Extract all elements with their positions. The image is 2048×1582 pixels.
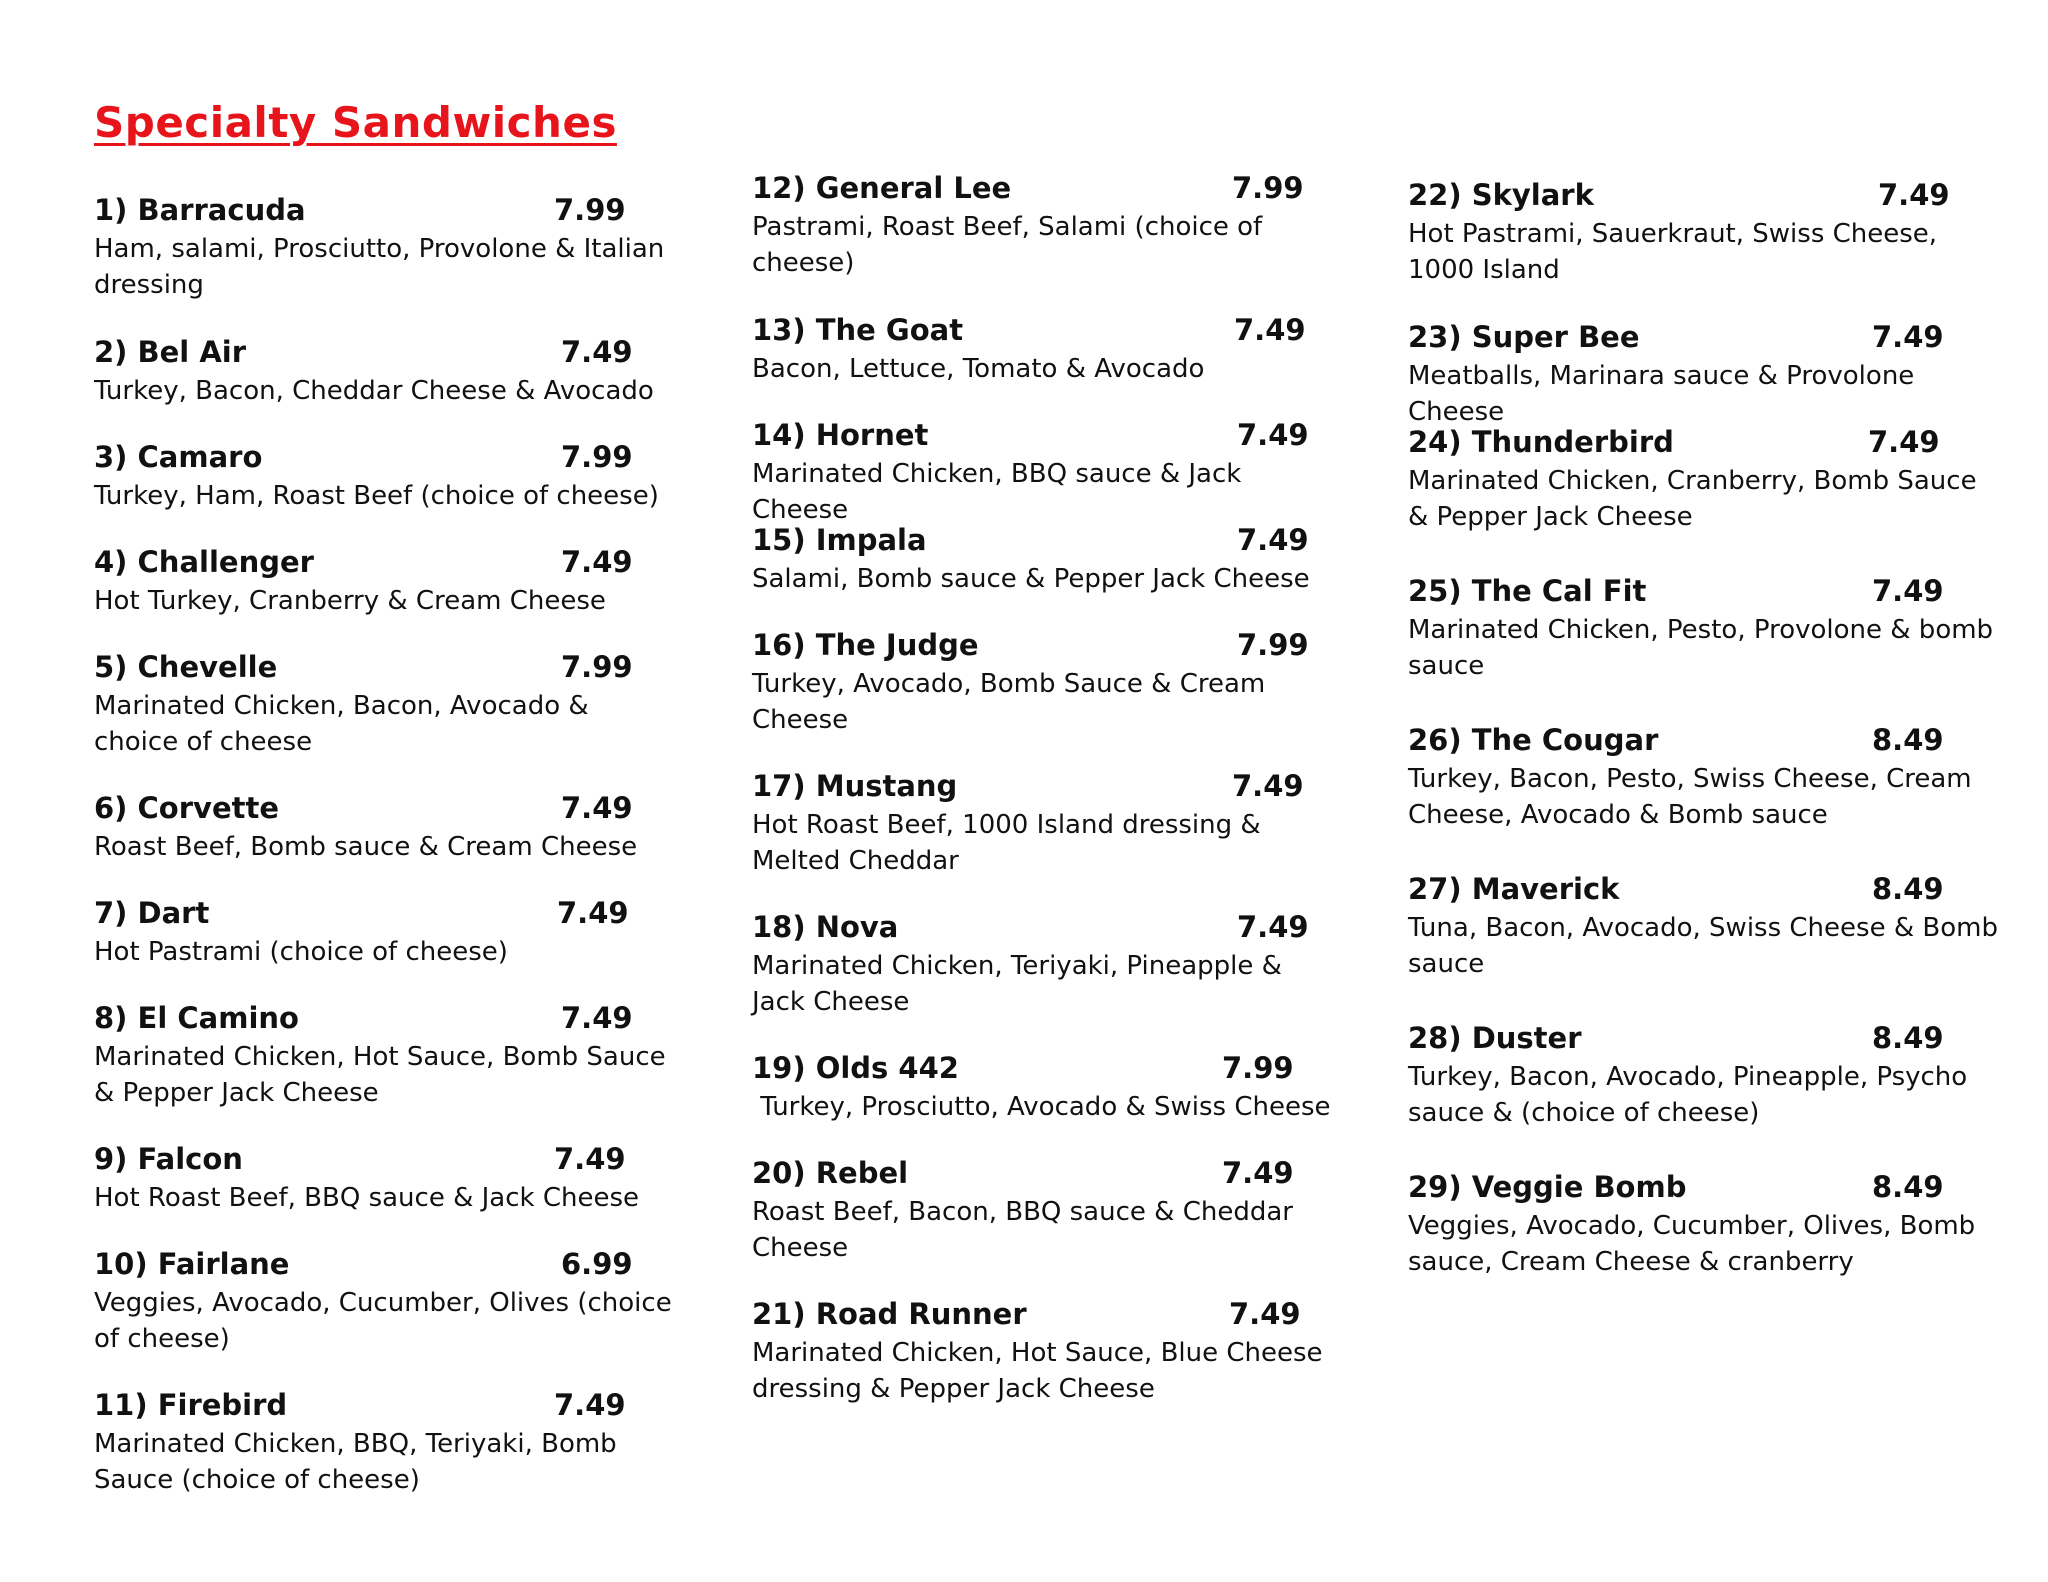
menu-item-description: Tuna, Bacon, Avocado, Swiss Cheese & Bomb sauce — [1408, 913, 2007, 979]
menu-item-header — [752, 418, 1332, 456]
menu-item-name: 13) The Goat — [752, 313, 964, 347]
menu-item-price: 8.49 — [1872, 1021, 1944, 1055]
menu-item — [752, 171, 1332, 281]
menu-item — [94, 1142, 674, 1216]
menu-item — [752, 910, 1332, 1020]
menu-item-price: 7.49 — [1229, 1297, 1301, 1331]
menu-item-header — [94, 1142, 674, 1180]
menu-item-description: Turkey, Bacon, Avocado, Pineapple, Psycho sauce & (choice of cheese) — [1408, 1062, 1976, 1128]
menu-item — [1408, 1021, 1998, 1131]
menu-item-name: 19) Olds 442 — [752, 1051, 959, 1085]
menu-item-price: 7.49 — [1237, 910, 1309, 944]
menu-item-header — [1408, 1170, 1998, 1208]
menu-item-price: 7.49 — [1237, 523, 1309, 557]
menu-item-name: 23) Super Bee — [1408, 320, 1640, 354]
menu-item-price: 8.49 — [1872, 723, 1944, 757]
menu-item — [94, 896, 674, 970]
menu-item-description: Marinated Chicken, Bacon, Avocado & choice of cheese — [94, 691, 597, 757]
menu-item — [752, 1051, 1332, 1125]
menu-item-name: 5) Chevelle — [94, 650, 278, 684]
menu-item-description: Hot Roast Beef, BBQ sauce & Jack Cheese — [94, 1183, 640, 1213]
menu-item-header — [94, 545, 674, 583]
menu-item-description: Hot Pastrami (choice of cheese) — [94, 937, 508, 967]
menu-item — [1408, 723, 1998, 833]
menu-item-price: 6.99 — [561, 1247, 633, 1281]
menu-item-header — [1408, 723, 1998, 761]
menu-item-price: 7.49 — [554, 1142, 626, 1176]
menu-item-description: Veggies, Avocado, Cucumber, Olives (choice of cheese) — [94, 1288, 680, 1354]
menu-item-price: 7.49 — [1872, 320, 1944, 354]
menu-item-price: 7.49 — [1878, 178, 1950, 212]
menu-item-name: 21) Road Runner — [752, 1297, 1027, 1331]
menu-item-price: 8.49 — [1872, 1170, 1944, 1204]
menu-item-name: 2) Bel Air — [94, 335, 247, 369]
menu-item — [94, 791, 674, 865]
menu-item-name: 29) Veggie Bomb — [1408, 1170, 1687, 1204]
menu-item-description: Bacon, Lettuce, Tomato & Avocado — [752, 354, 1205, 384]
menu-item-header — [1408, 178, 1998, 216]
menu-item-name: 20) Rebel — [752, 1156, 909, 1190]
menu-item-description: Marinated Chicken, Cranberry, Bomb Sauce & Pepper Jack Cheese — [1408, 466, 1985, 532]
menu-item-header — [752, 171, 1332, 209]
menu-item-description: Marinated Chicken, BBQ sauce & Jack Cheese — [752, 459, 1250, 525]
menu-item-header — [94, 440, 674, 478]
menu-item-price: 7.99 — [554, 193, 626, 227]
menu-item — [94, 650, 674, 760]
menu-item-header — [94, 1001, 674, 1039]
menu-item-name: 18) Nova — [752, 910, 899, 944]
menu-item-description: Marinated Chicken, Teriyaki, Pineapple & Jack Cheese — [752, 951, 1291, 1017]
menu-item-header — [1408, 320, 1998, 358]
menu-item-header — [94, 335, 674, 373]
menu-item-header — [752, 313, 1332, 351]
menu-item-header — [1408, 425, 1998, 463]
menu-item — [94, 440, 674, 514]
menu-item-header — [752, 1297, 1332, 1335]
menu-item — [94, 335, 674, 409]
menu-item-price: 7.99 — [561, 650, 633, 684]
menu-item-header — [752, 1051, 1332, 1089]
menu-item-price: 7.49 — [1232, 769, 1304, 803]
menu-item-description: Hot Turkey, Cranberry & Cream Cheese — [94, 586, 606, 616]
menu-item-name: 12) General Lee — [752, 171, 1012, 205]
menu-item — [752, 313, 1332, 387]
menu-item — [94, 1247, 680, 1357]
menu-item-name: 15) Impala — [752, 523, 927, 557]
menu-item-description: Pastrami, Roast Beef, Salami (choice of cheese) — [752, 212, 1271, 278]
menu-item — [1408, 1170, 1998, 1280]
menu-item-header — [94, 193, 674, 231]
menu-item-name: 10) Fairlane — [94, 1247, 290, 1281]
menu-item — [94, 193, 674, 303]
menu-item-header — [752, 628, 1332, 666]
menu-item-name: 7) Dart — [94, 896, 210, 930]
menu-item-price: 7.99 — [1222, 1051, 1294, 1085]
menu-item-header — [94, 1388, 674, 1426]
menu-item-description: Marinated Chicken, Pesto, Provolone & bomb sauce — [1408, 615, 2002, 681]
menu-item — [752, 418, 1332, 528]
menu-item-description: Turkey, Prosciutto, Avocado & Swiss Cheese — [752, 1092, 1331, 1122]
menu-item-price: 7.49 — [561, 1001, 633, 1035]
menu-item — [94, 1001, 674, 1111]
menu-item-price: 7.99 — [561, 440, 633, 474]
menu-item-description: Hot Pastrami, Sauerkraut, Swiss Cheese, 1000 Island — [1408, 219, 1946, 285]
menu-item — [752, 523, 1332, 597]
menu-item-name: 24) Thunderbird — [1408, 425, 1674, 459]
menu-item-name: 11) Firebird — [94, 1388, 288, 1422]
menu-item-name: 17) Mustang — [752, 769, 958, 803]
menu-item-name: 27) Maverick — [1408, 872, 1620, 906]
menu-item-header — [94, 896, 674, 934]
menu-item-price: 7.49 — [1872, 574, 1944, 608]
menu-item-description: Turkey, Avocado, Bomb Sauce & Cream Cheese — [752, 669, 1274, 735]
page-title: Specialty Sandwiches — [94, 98, 617, 147]
menu-item-name: 6) Corvette — [94, 791, 280, 825]
menu-item-name: 14) Hornet — [752, 418, 929, 452]
menu-item — [94, 545, 674, 619]
menu-item-price: 7.99 — [1232, 171, 1304, 205]
menu-item-description: Marinated Chicken, Hot Sauce, Blue Cheese dressing & Pepper Jack Cheese — [752, 1338, 1331, 1404]
menu-item-description: Turkey, Bacon, Pesto, Swiss Cheese, Cream Cheese, Avocado & Bomb sauce — [1408, 764, 1980, 830]
menu-item-header — [1408, 574, 1998, 612]
menu-item-header — [1408, 872, 1998, 910]
menu-item-header — [752, 1156, 1332, 1194]
menu-item-description: Salami, Bomb sauce & Pepper Jack Cheese — [752, 564, 1310, 594]
menu-item-description: Turkey, Ham, Roast Beef (choice of cheese) — [94, 481, 659, 511]
menu-item — [752, 628, 1332, 738]
menu-item-price: 7.49 — [1222, 1156, 1294, 1190]
menu-item-header — [94, 791, 674, 829]
menu-item-header — [94, 650, 674, 688]
menu-item-description: Turkey, Bacon, Cheddar Cheese & Avocado — [94, 376, 654, 406]
menu-item — [752, 1297, 1332, 1407]
menu-item-description: Roast Beef, Bomb sauce & Cream Cheese — [94, 832, 638, 862]
menu-item-price: 7.99 — [1237, 628, 1309, 662]
menu-item-description: Hot Roast Beef, 1000 Island dressing & Melted Cheddar — [752, 810, 1269, 876]
menu-item-price: 7.49 — [557, 896, 629, 930]
menu-item-header — [752, 769, 1332, 807]
menu-item-description: Veggies, Avocado, Cucumber, Olives, Bomb sauce, Cream Cheese & cranberry — [1408, 1211, 1984, 1277]
menu-item-name: 8) El Camino — [94, 1001, 299, 1035]
menu-item-name: 26) The Cougar — [1408, 723, 1659, 757]
menu-item — [752, 769, 1332, 879]
menu-item-name: 1) Barracuda — [94, 193, 306, 227]
menu-item-name: 16) The Judge — [752, 628, 979, 662]
menu-item-price: 7.49 — [561, 335, 633, 369]
menu-item — [1408, 425, 1998, 535]
menu-item-name: 22) Skylark — [1408, 178, 1594, 212]
menu-item — [752, 1156, 1332, 1266]
menu-item-price: 7.49 — [1868, 425, 1940, 459]
menu-item-price: 7.49 — [554, 1388, 626, 1422]
menu-item-name: 25) The Cal Fit — [1408, 574, 1647, 608]
menu-item-header — [1408, 1021, 1998, 1059]
menu-item-description: Meatballs, Marinara sauce & Provolone Cheese — [1408, 361, 1923, 427]
menu-item-description: Marinated Chicken, Hot Sauce, Bomb Sauce & Pepper Jack Cheese — [94, 1042, 674, 1108]
menu-item-price: 7.49 — [561, 545, 633, 579]
menu-item-description: Roast Beef, Bacon, BBQ sauce & Cheddar Cheese — [752, 1197, 1302, 1263]
menu-item-name: 9) Falcon — [94, 1142, 243, 1176]
menu-item-price: 8.49 — [1872, 872, 1944, 906]
menu-item-header — [752, 910, 1332, 948]
menu-item — [94, 1388, 674, 1498]
menu-item-name: 28) Duster — [1408, 1021, 1582, 1055]
menu-item — [1408, 178, 1998, 288]
menu-item-price: 7.49 — [1237, 418, 1309, 452]
menu-item-price: 7.49 — [1234, 313, 1306, 347]
menu-item-header — [94, 1247, 674, 1285]
menu-item-header — [752, 523, 1332, 561]
menu-item-description: Marinated Chicken, BBQ, Teriyaki, Bomb Sauce (choice of cheese) — [94, 1429, 625, 1495]
menu-item-description: Ham, salami, Prosciutto, Provolone & Italian dressing — [94, 234, 673, 300]
menu-item-price: 7.49 — [561, 791, 633, 825]
menu-item-name: 4) Challenger — [94, 545, 314, 579]
menu-item-name: 3) Camaro — [94, 440, 263, 474]
menu-item — [1408, 320, 1998, 430]
menu-item — [1408, 574, 2002, 684]
menu-item — [1408, 872, 2007, 982]
